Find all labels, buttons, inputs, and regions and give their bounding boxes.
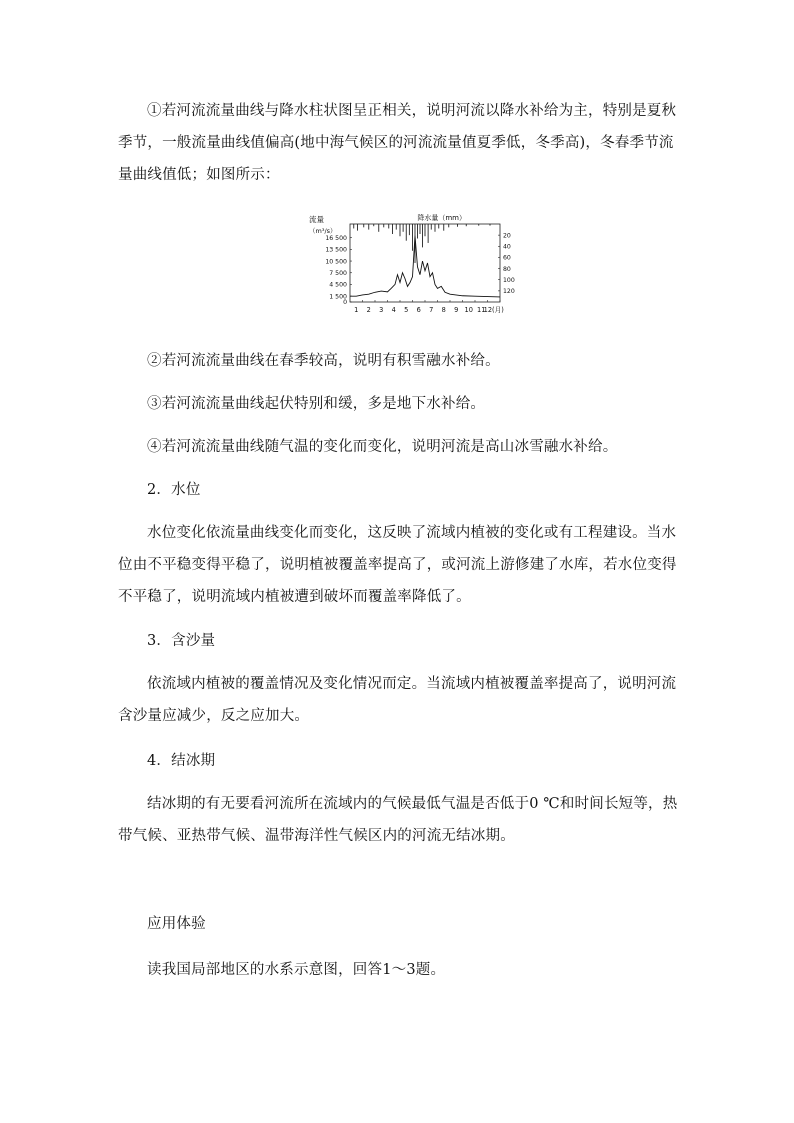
paragraph-rainfall-supply: ①若河流流量曲线与降水柱状图呈正相关，说明河流以降水补给为主，特别是夏秋季节，一般流量曲线值偏高(地中海气候区的河流流量值夏季低，冬季高)，冬春季节流量曲线值低；如图所示： <box>118 103 677 183</box>
left-tick-label: 16 500 <box>325 234 347 242</box>
paragraph-question: 读我国局部地区的水系示意图，回答1～3题。 <box>147 962 446 978</box>
paragraph-groundwater: ③若河流流量曲线起伏特别和缓，多是地下水补给。 <box>147 396 486 412</box>
heading-application: 应用体验 <box>147 916 206 932</box>
chart-svg <box>308 212 520 318</box>
right-tick-label: 40 <box>503 243 511 251</box>
left-tick-label: 13 500 <box>325 246 347 254</box>
heading-sediment: 3．含沙量 <box>147 633 216 649</box>
x-tick-label: 1 <box>354 306 359 314</box>
flow-precipitation-chart <box>308 212 520 318</box>
paragraph-freezing: 结冰期的有无要看河流所在流域内的气候最低气温是否低于0 ℃和时间长短等，热带气候、亚热带气候、温带海洋性气候区内的河流无结冰期。 <box>118 796 678 844</box>
right-tick-label: 80 <box>503 265 511 273</box>
left-axis-unit: （m³/s） <box>309 227 337 235</box>
x-tick-label: 9 <box>454 306 459 314</box>
paragraph-snowmelt: ②若河流流量曲线在春季较高，说明有积雪融水补给。 <box>147 353 500 369</box>
x-tick-label: 12(月) <box>483 306 504 314</box>
x-tick-label: 7 <box>429 306 434 314</box>
paragraph-glacier: ④若河流流量曲线随气温的变化而变化，说明河流是高山冰雪融水补给。 <box>147 439 618 455</box>
left-tick-label: 1 500 <box>329 293 347 301</box>
paragraph-water-level: 水位变化依流量曲线变化而变化，这反映了流域内植被的变化或有工程建设。当水位由不平稳变得平稳了，说明植被覆盖率提高了，或河流上游修建了水库，若水位变得不平稳了，说明流域内植被遭到破坏而覆盖率降低了。 <box>118 525 677 605</box>
x-tick-label: 8 <box>441 306 446 314</box>
x-tick-label: 4 <box>391 306 396 314</box>
left-axis-label: 流量 <box>309 215 324 224</box>
x-tick-label: 5 <box>404 306 409 314</box>
right-axis-ticks <box>498 232 515 295</box>
left-tick-label: 7 500 <box>329 269 347 277</box>
left-tick-label: 10 500 <box>325 258 347 266</box>
left-axis-ticks <box>325 235 352 306</box>
right-tick-label: 60 <box>503 254 511 262</box>
right-tick-label: 20 <box>503 232 511 240</box>
right-tick-label: 120 <box>503 288 515 296</box>
right-axis-label: 降水量（mm） <box>417 214 466 222</box>
flow-series-line <box>350 236 500 297</box>
heading-freezing: 4．结冰期 <box>147 753 216 769</box>
heading-water-level: 2．水位 <box>147 482 201 498</box>
left-tick-label: 0 <box>343 299 347 307</box>
x-tick-label: 3 <box>379 306 384 314</box>
x-tick-label: 2 <box>366 306 371 314</box>
right-tick-label: 100 <box>503 276 515 284</box>
left-tick-label: 4 500 <box>329 281 347 289</box>
x-tick-label: 10 <box>464 306 473 314</box>
x-tick-label: 11 <box>477 306 486 314</box>
precipitation-bars <box>354 224 490 263</box>
paragraph-sediment: 依流域内植被的覆盖情况及变化情况而定。当流域内植被覆盖率提高了，说明河流含沙量应减少，反之应加大。 <box>118 676 677 724</box>
x-tick-label: 6 <box>416 306 421 314</box>
